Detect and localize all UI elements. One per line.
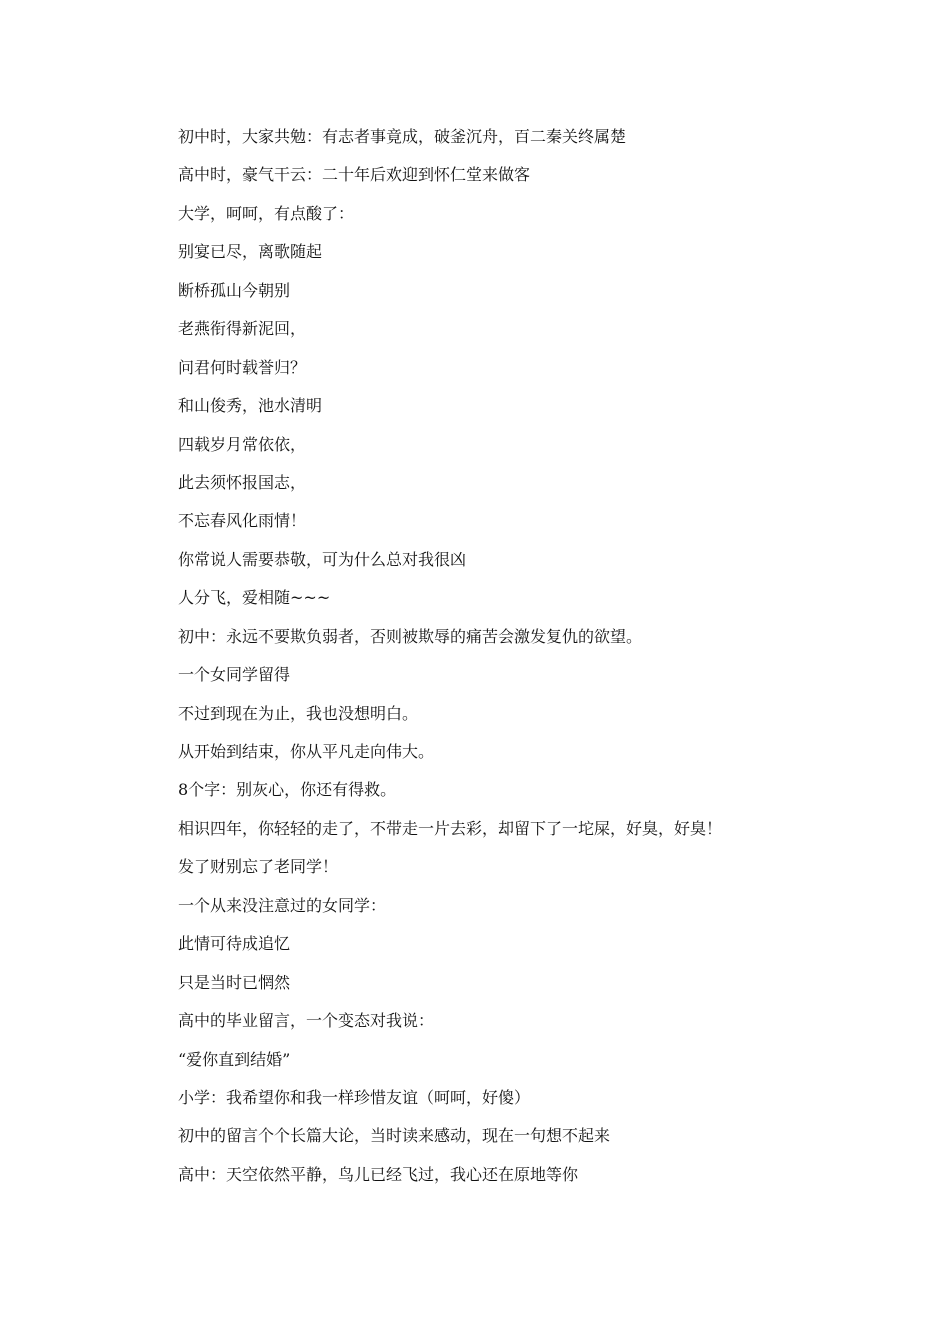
- text-line: 一个女同学留得: [178, 665, 291, 685]
- text-line: 小学：我希望你和我一样珍惜友谊（呵呵，好傻）: [178, 1087, 531, 1107]
- text-line: 大学，呵呵，有点酸了：: [178, 203, 355, 223]
- text-line: 断桥孤山今朝别: [178, 280, 291, 300]
- text-line: 相识四年，你轻轻的走了，不带走一片去彩，却留下了一坨屎，好臭，好臭！: [178, 818, 723, 838]
- text-line: 不忘春风化雨情！: [178, 511, 307, 531]
- text-line: 和山俊秀，池水清明: [178, 396, 323, 416]
- text-line: 老燕衔得新泥回，: [178, 319, 307, 339]
- text-line: 问君何时载誉归？: [178, 357, 307, 377]
- text-line: 此去须怀报国志，: [178, 472, 307, 492]
- text-line: 从开始到结束，你从平凡走向伟大。: [178, 742, 435, 761]
- text-line: 不过到现在为止，我也没想明白。: [178, 703, 419, 723]
- text-line: 人分飞，爱相随~~~: [178, 588, 331, 608]
- text-line: 初中时，大家共勉：有志者事竟成，破釜沉舟，百二秦关终属楚: [178, 127, 627, 146]
- text-line: 高中：天空依然平静，鸟儿已经飞过，我心还在原地等你: [178, 1164, 579, 1184]
- text-line: 初中的留言个个长篇大论，当时读来感动，现在一句想不起来: [178, 1126, 611, 1146]
- text-line: 你常说人需要恭敬，可为什么总对我很凶: [178, 549, 467, 569]
- text-line: 四载岁月常依依，: [178, 434, 307, 454]
- text-line: “爱你直到结婚”: [178, 1049, 291, 1069]
- text-line: 初中：永远不要欺负弱者，否则被欺辱的痛苦会激发复仇的欲望。: [178, 626, 643, 646]
- text-line: 别宴已尽，离歌随起: [178, 242, 323, 262]
- text-line: 一个从来没注意过的女同学：: [178, 895, 387, 915]
- document-body: [178, 124, 878, 1200]
- text-line: 高中的毕业留言，一个变态对我说：: [178, 1011, 435, 1031]
- text-line: 高中时，豪气干云：二十年后欢迎到怀仁堂来做客: [178, 165, 531, 185]
- text-line: 只是当时已惘然: [178, 972, 291, 992]
- text-line: 此情可待成追忆: [178, 934, 291, 954]
- text-line: 发了财别忘了老同学！: [178, 857, 339, 877]
- text-line: 8个字：别灰心，你还有得救。: [178, 780, 397, 800]
